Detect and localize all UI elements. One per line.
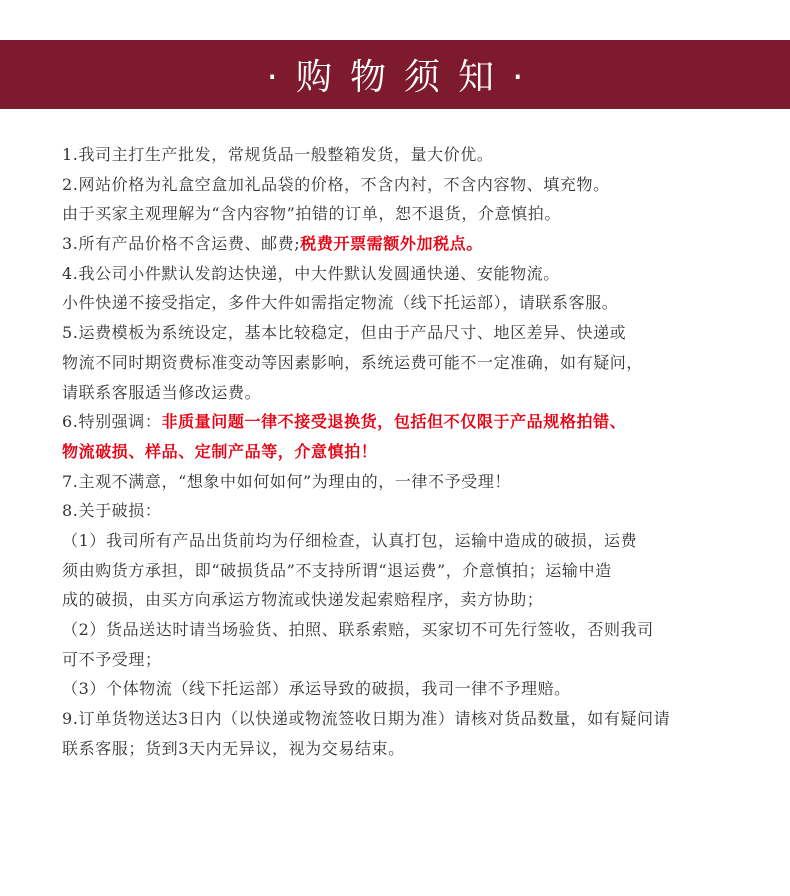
notice-text: 3.所有产品价格不含运费、邮费; bbox=[62, 234, 301, 254]
notice-line: 可不予受理； bbox=[62, 649, 162, 669]
notice-line: 1.我司主打生产批发，常规货品一般整箱发货，量大价优。 bbox=[62, 145, 494, 164]
notice-line: 请联系客服适当修改运费。 bbox=[62, 382, 262, 402]
notice-line: 小件快递不接受指定，多件大件如需指定物流（线下托运部），请联系客服。 bbox=[62, 293, 619, 313]
notice-line: 由于买家主观理解为“含内容物”拍错的订单，恕不退货，介意慎拍。 bbox=[62, 204, 561, 224]
notice-line: 4.我公司小件默认发韵达快递，中大件默认发圆通快递、安能物流。 bbox=[62, 263, 560, 283]
notice-line: 2.网站价格为礼盒空盒加礼品袋的价格，不含内衬，不含内容物、填充物。 bbox=[62, 174, 610, 194]
notice-body bbox=[62, 140, 782, 763]
header-banner bbox=[0, 40, 790, 109]
notice-line: 5.运费模板为系统设定，基本比较稳定，但由于产品尺寸、地区差异、快递或 bbox=[62, 323, 627, 343]
notice-highlight-line: 物流破损、样品、定制产品等，介意慎拍！ bbox=[62, 441, 378, 461]
notice-line: 9.订单货物送达3日内（以快递或物流签收日期为准）请核对货品数量，如有疑问请 bbox=[62, 709, 671, 729]
notice-line: （2）货品送达时请当场验货、拍照、联系索赔，买家切不可先行签收，否则我司 bbox=[62, 620, 654, 639]
notice-line: 须由购货方承担，即“破损货品”不支持所谓“退运费”，介意慎拍；运输中造 bbox=[62, 560, 612, 580]
page-title: ·购物须知· bbox=[266, 57, 542, 98]
notice-line: 8.关于破损： bbox=[62, 501, 162, 521]
notice-line: 成的破损，由买方向承运方物流或快递发起索赔程序，卖方协助； bbox=[62, 590, 544, 610]
notice-highlight: 税费开票需额外加税点。 bbox=[300, 234, 483, 254]
notice-line: （3）个体物流（线下托运部）承运导致的破损，我司一律不予理赔。 bbox=[62, 679, 571, 699]
notice-line bbox=[62, 229, 782, 259]
notice-line: 物流不同时期资费标准变动等因素影响，系统运费可能不一定准确，如有疑问， bbox=[62, 352, 644, 372]
notice-text: 6.特别强调： bbox=[62, 412, 162, 432]
notice-line: 联系客服；货到3天内无异议，视为交易结束。 bbox=[62, 738, 405, 758]
notice-highlight: 非质量问题一律不接受退换货，包括但不仅限于产品规格拍错、 bbox=[161, 412, 627, 432]
notice-line: （1）我司所有产品出货前均为仔细检查，认真打包，运输中造成的破损，运费 bbox=[62, 530, 638, 550]
notice-line bbox=[62, 407, 782, 437]
notice-line: 7.主观不满意，“想象中如何如何”为理由的，一律不予受理！ bbox=[62, 471, 512, 491]
